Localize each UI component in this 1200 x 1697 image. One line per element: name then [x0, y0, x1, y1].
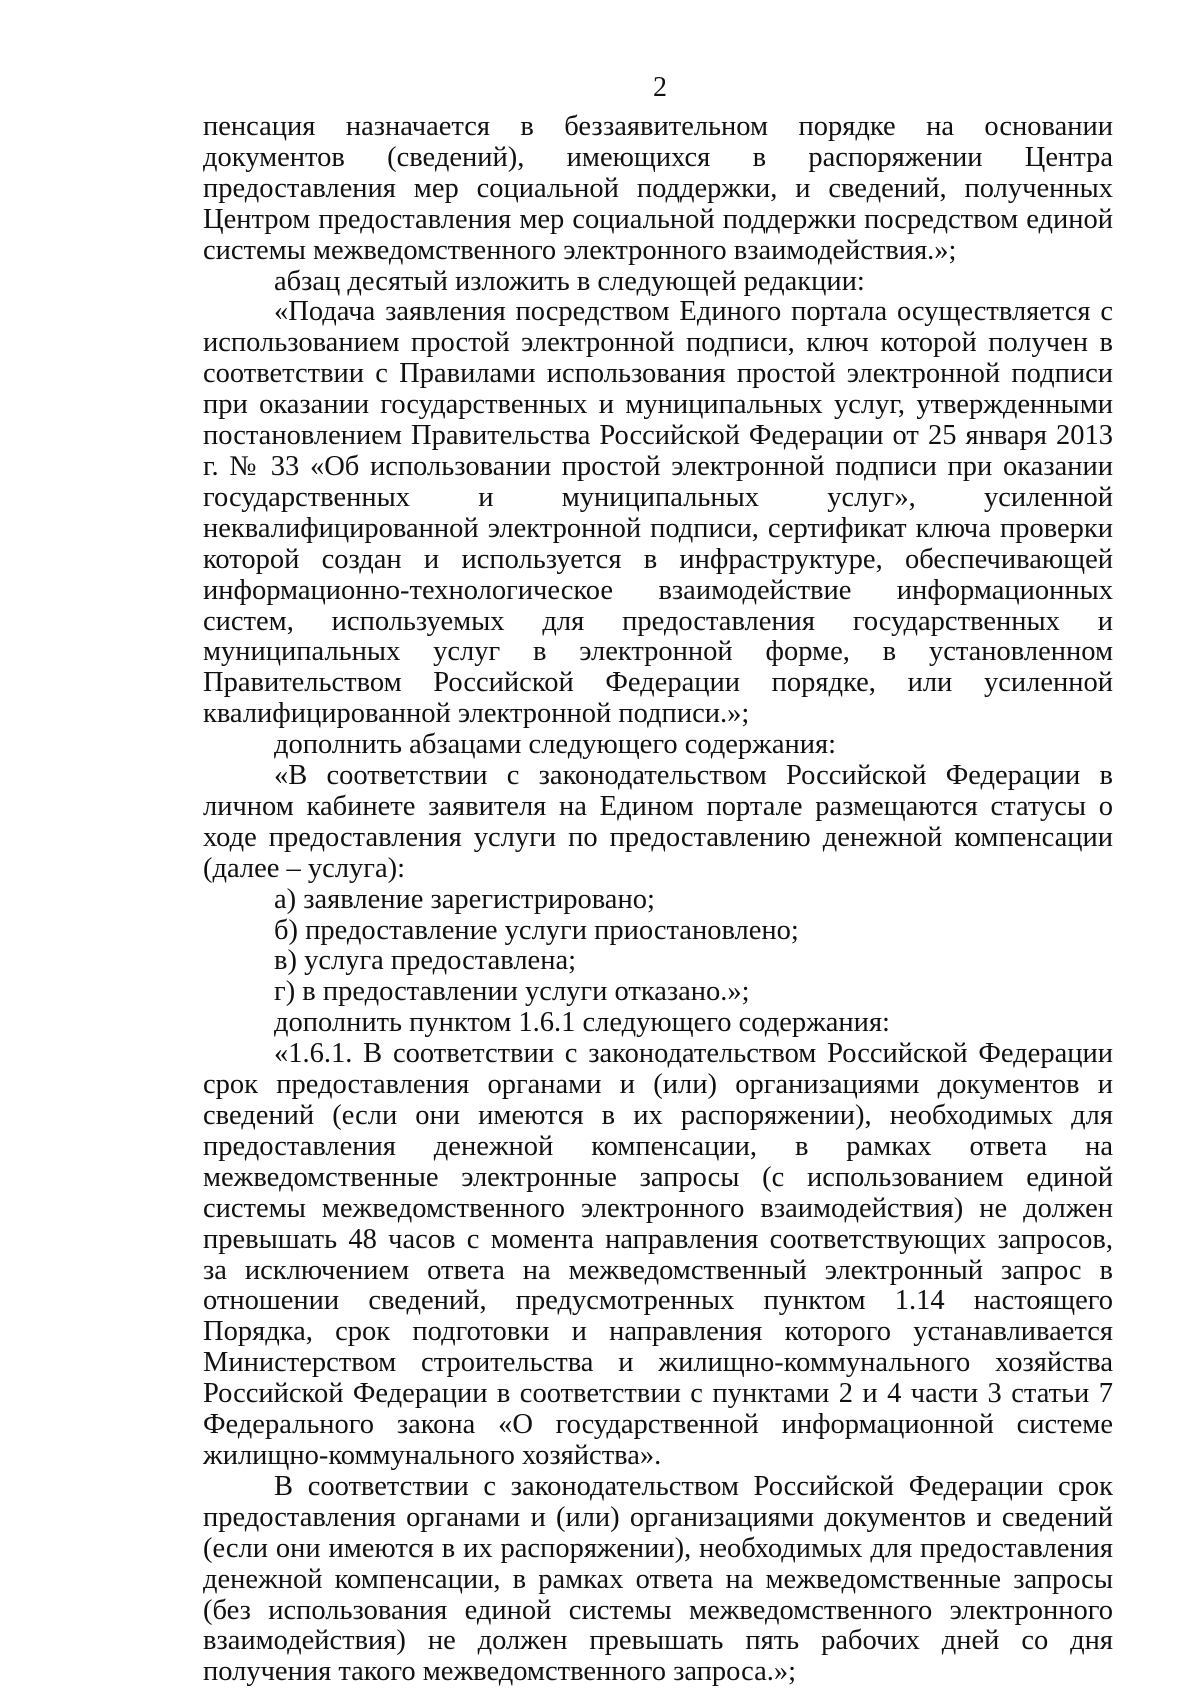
paragraph-interagency-deadline: В соответствии с законодательством Российской Федерации срок предоставления органами и (или) организациями документов и сведений (если они имеются в их распоряжении), необходимых для предоставления денежной компенсации, в рамках ответа на межведомственные запросы (без использования единой системы межведомственного электронного взаимодействия) не должен превышать пять рабочих дней со дня получения такого межведомственного запроса.»;	[203, 1470, 1113, 1688]
list-item-status-c: в) услуга предоставлена;	[274, 945, 577, 977]
paragraph-instruction-tenth-abzac: абзац десятый изложить в следующей редакции:	[274, 265, 865, 297]
list-item-status-a: а) заявление зарегистрировано;	[274, 883, 655, 915]
page-number: 2	[653, 72, 667, 103]
paragraph-continuation: пенсация назначается в беззаявительном порядке на основании документов (сведений), имеющихся в распоряжении Центра предоставления мер социальной поддержки, и сведений, полученных Центром предоставления мер социальной поддержки посредством единой системы межведомственного электронного взаимодействия.»;	[203, 111, 1113, 266]
document-body	[203, 112, 1113, 1688]
paragraph-instruction-add-abzacs: дополнить абзацами следующего содержания:	[274, 729, 837, 761]
list-item-status-b: б) предоставление услуги приостановлено;	[274, 914, 799, 946]
paragraph-status-intro: «В соответствии с законодательством Российской Федерации в личном кабинете заявителя на Едином портале размещаются статусы о ходе предоставления услуги по предоставлению денежной компенсации (далее – услуга):	[203, 760, 1113, 884]
paragraph-point-1-6-1: «1.6.1. В соответствии с законодательством Российской Федерации срок предоставления органами и (или) организациями документов и сведений (если они имеются в их распоряжении), необходимых для предоставления денежной компенсации, в рамках ответа на межведомственные электронные запросы (с использованием единой системы межведомственного электронного взаимодействия) не должен превышать 48 часов с момента направления соответствующих запросов, за исключением ответа на межведомственный электронный запрос в отношении сведений, предусмотренных пунктом 1.14 настоящего Порядка, срок подготовки и направления которого устанавливается Министерством строительства и жилищно-коммунального хозяйства Российской Федерации в соответствии с пунктами 2 и 4 части 3 статьи 7 Федерального закона «О государственной информационной системе жилищно-коммунального хозяйства».	[203, 1038, 1113, 1471]
list-item-status-d: г) в предоставлении услуги отказано.»;	[274, 976, 750, 1008]
paragraph-portal-submission: «Подача заявления посредством Единого портала осуществляется с использованием простой электронной подписи, ключ которой получен в соответствии с Правилами использования простой электронной подписи при оказании государственных и муниципальных услуг, утвержденными постановлением Правительства Российской Федерации от 25 января 2013 г. № 33 «Об использовании простой электронной подписи при оказании государственных и муниципальных услуг», усиленной неквалифицированной электронной подписи, сертификат ключа проверки которой создан и используется в инфраструктуре, обеспечивающей информационно-технологическое взаимодействие информационных систем, используемых для предоставления государственных и муниципальных услуг в электронной форме, в установленном Правительством Российской Федерации порядке, или усиленной квалифицированной электронной подписи.»;	[203, 296, 1113, 730]
paragraph-instruction-add-point: дополнить пунктом 1.6.1 следующего содержания:	[274, 1007, 890, 1039]
